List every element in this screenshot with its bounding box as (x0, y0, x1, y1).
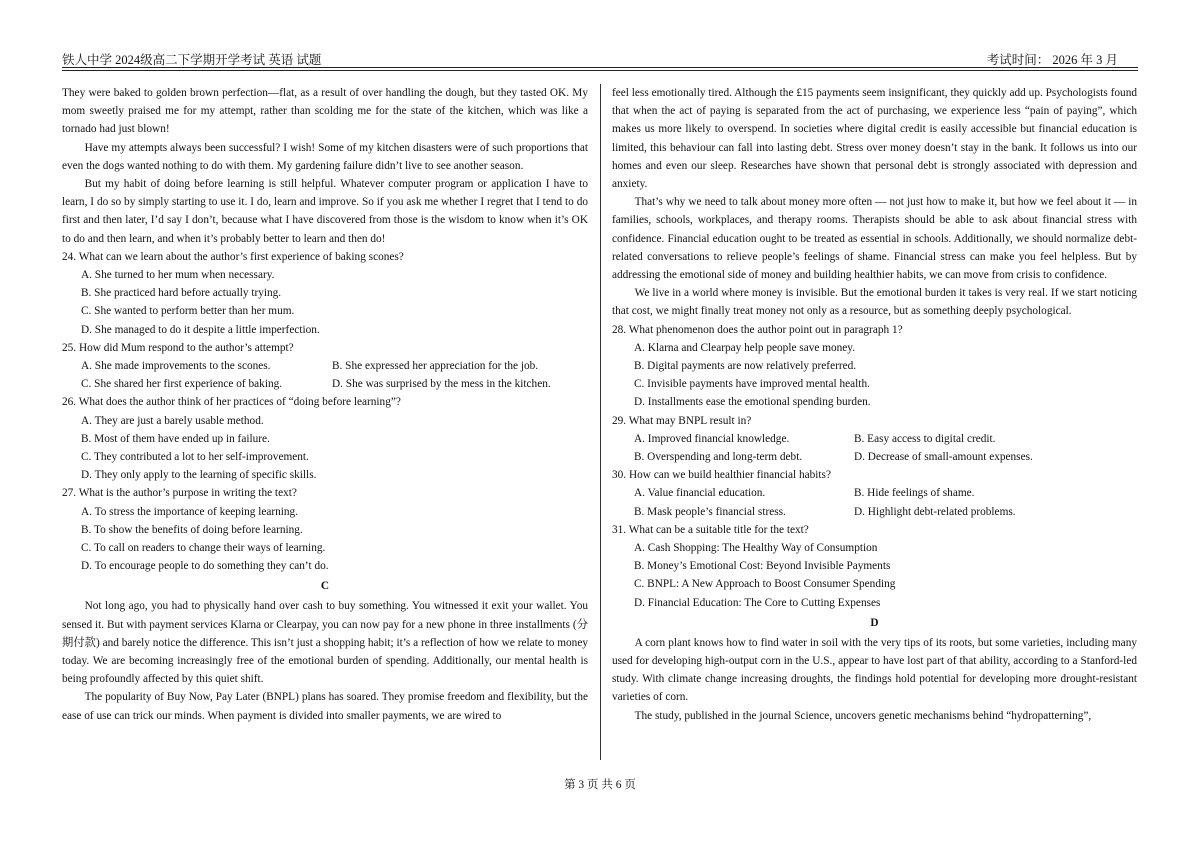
question-26-option-a: A. They are just a barely usable method. (81, 414, 264, 427)
page-header (62, 48, 1138, 68)
question-29-options-row1 (612, 430, 1137, 448)
passage-c-paragraph: The popularity of Buy Now, Pay Later (BNPL) plans has soared. They promise freedom and flexibility, but the ease of use can trick our minds. When payment is divided into smaller payments, we are wired to (62, 691, 588, 722)
page-number: 第 3 页 共 6 页 (564, 779, 636, 791)
question-29-stem: 29. What may BNPL result in? (612, 414, 752, 427)
question-29-option-d: D. Decrease of small-amount expenses. (854, 451, 1033, 464)
question-25-option-b: B. She expressed her appreciation for the job. (332, 360, 539, 373)
passage-c-paragraph: That’s why we need to talk about money more often — not just how to make it, but how we feel about it — in families, schools, workplaces, and therapy rooms. Therapists should be able to ask about financial stress with confidence. Financial education ought to be treated as essential in schools. Additionally, we should normalize debt-related conversations to relieve people’s feelings of shame. Financial stress can make you feel helpless. But by addressing the emotional side of money and building healthier habits, we can move from crisis to confidence. (612, 196, 1137, 282)
question-29-option-b: B. Easy access to digital credit. (854, 432, 996, 445)
question-30-options-row2 (612, 503, 1137, 521)
question-24-option-b: B. She practiced hard before actually trying. (81, 287, 282, 300)
question-28-option-d: D. Installments ease the emotional spending burden. (634, 396, 871, 409)
question-30-option-c: B. Mask people’s financial stress. (634, 505, 786, 518)
question-29-option-a: A. Improved financial knowledge. (634, 432, 790, 445)
question-31-stem: 31. What can be a suitable title for the text? (612, 523, 809, 536)
question-31-option-c: C. BNPL: A New Approach to Boost Consumer Spending (634, 578, 896, 591)
question-24-option-a: A. She turned to her mum when necessary. (81, 269, 275, 282)
question-24-stem: 24. What can we learn about the author’s first experience of baking scones? (62, 250, 404, 263)
passage-c-paragraph: Not long ago, you had to physically hand over cash to buy something. You witnessed it exit your wallet. You sensed it. But with payment services Klarna or Clearpay, you can now pay for a new phone in three installments (分期付款) and barely notice the difference. This isn’t just a shopping habit; it’s a reflection of how we relate to money today. We are becoming increasingly free of the emotional burden of spending. Additionally, our mental health is being profoundly affected by this quiet shift. (62, 600, 588, 686)
question-28-stem: 28. What phenomenon does the author point out in paragraph 1? (612, 323, 903, 336)
question-25-option-a: A. She made improvements to the scones. (81, 360, 271, 373)
question-26-stem: 26. What does the author think of her practices of “doing before learning”? (62, 396, 401, 409)
passage-b-paragraph: They were baked to golden brown perfection—flat, as a result of over handling the dough, but they tasted OK. My mom sweetly praised me for my attempt, rather than scolding me for the state of the kitchen, which was like a tornado had just blown! (62, 87, 588, 136)
question-24-option-d: D. She managed to do it despite a little imperfection. (81, 323, 320, 336)
question-27-option-d: D. To encourage people to do something they can’t do. (81, 560, 329, 573)
passage-c-paragraph: feel less emotionally tired. Although the £15 payments seem insignificant, they quickly add up. Psychologists found that when the act of paying is separated from the act of purchasing, we experience less “pain of paying”, which makes us more likely to overspend. In societies where digital credit is easily accessible but financial education is limited, this behaviour can fall into lasting debt. Stress over money doesn’t stay in the bank. It follows us into our homes and even our sleep. Researches have shown that personal debt is strongly associated with depression and anxiety. (612, 87, 1137, 191)
question-27-stem: 27. What is the author’s purpose in writing the text? (62, 487, 297, 500)
question-30-options-row1 (612, 484, 1137, 502)
passage-b-paragraph: Have my attempts always been successful? I wish! Some of my kitchen disasters were of such proportions that even the dogs wanted nothing to do with them. My gardening failure didn’t live to see another season. (62, 141, 588, 172)
question-30-option-b: B. Hide feelings of shame. (854, 487, 975, 500)
question-31-option-b: B. Money’s Emotional Cost: Beyond Invisible Payments (634, 560, 891, 573)
question-28-option-a: A. Klarna and Clearpay help people save money. (634, 341, 856, 354)
question-31-option-a: A. Cash Shopping: The Healthy Way of Consumption (634, 542, 878, 555)
passage-c-paragraph: We live in a world where money is invisible. But the emotional burden it takes is very real. If we start noticing that cost, we might finally treat money not only as a resource, but as something deeply psychological. (612, 287, 1137, 318)
question-26-option-c: C. They contributed a lot to her self-improvement. (81, 451, 309, 464)
right-column (612, 84, 1137, 725)
question-26-option-b: B. Most of them have ended up in failure. (81, 432, 270, 445)
question-25-options-row1 (62, 357, 588, 375)
passage-d-paragraph: The study, published in the journal Science, uncovers genetic mechanisms behind “hydropatterning”, (634, 709, 1092, 722)
passage-d-paragraph: A corn plant knows how to find water in soil with the very tips of its roots, but some varieties, including many used for developing high-output corn in the U.S., appear to have lost part of that ability, according to a Stanford-led study. With climate change increasing droughts, the findings hold potential for developing more drought-resistant varieties of corn. (612, 636, 1137, 704)
question-31-option-d: D. Financial Education: The Core to Cutting Expenses (634, 596, 881, 609)
question-30-stem: 30. How can we build healthier financial habits? (612, 469, 831, 482)
question-29-option-c: B. Overspending and long-term debt. (634, 451, 803, 464)
question-24-option-c: C. She wanted to perform better than her mum. (81, 305, 295, 318)
question-29-options-row2 (612, 448, 1137, 466)
question-25-option-c: C. She shared her first experience of baking. (81, 378, 283, 391)
section-d-heading: D (870, 616, 879, 629)
left-column (62, 84, 588, 725)
question-27-option-b: B. To show the benefits of doing before learning. (81, 523, 303, 536)
question-27-option-c: C. To call on readers to change their ways of learning. (81, 542, 326, 555)
question-25-options-row2 (62, 375, 588, 393)
question-25-option-d: D. She was surprised by the mess in the kitchen. (332, 378, 551, 391)
header-rule-bottom (62, 70, 1138, 71)
question-28-option-c: C. Invisible payments have improved mental health. (634, 378, 870, 391)
passage-b-paragraph: But my habit of doing before learning is still helpful. Whatever computer program or application I have to learn, I do so by simply starting to use it. I do, learn and improve. So if you ask me whether I regret that I tend to do first and then later, I’d say I don’t, because what I have discovered from those is the wisdom to know when it’s OK to do and then learn, and when it’s probably better to learn and then do! (62, 178, 588, 245)
exam-title: 铁人中学 2024级高二下学期开学考试 英语 试题 (62, 53, 322, 67)
column-divider (600, 84, 601, 760)
question-25-stem: 25. How did Mum respond to the author’s attempt? (62, 341, 294, 354)
question-30-option-d: D. Highlight debt-related problems. (854, 505, 1016, 518)
question-28-option-b: B. Digital payments are now relatively preferred. (634, 360, 857, 373)
question-27-option-a: A. To stress the importance of keeping learning. (81, 505, 299, 518)
section-c-heading: C (320, 580, 330, 593)
question-26-option-d: D. They only apply to the learning of specific skills. (81, 469, 317, 482)
header-rule-top (62, 67, 1138, 68)
question-30-option-a: A. Value financial education. (634, 487, 766, 500)
exam-date: 考试时间： 2026 年 3 月 (986, 53, 1118, 67)
